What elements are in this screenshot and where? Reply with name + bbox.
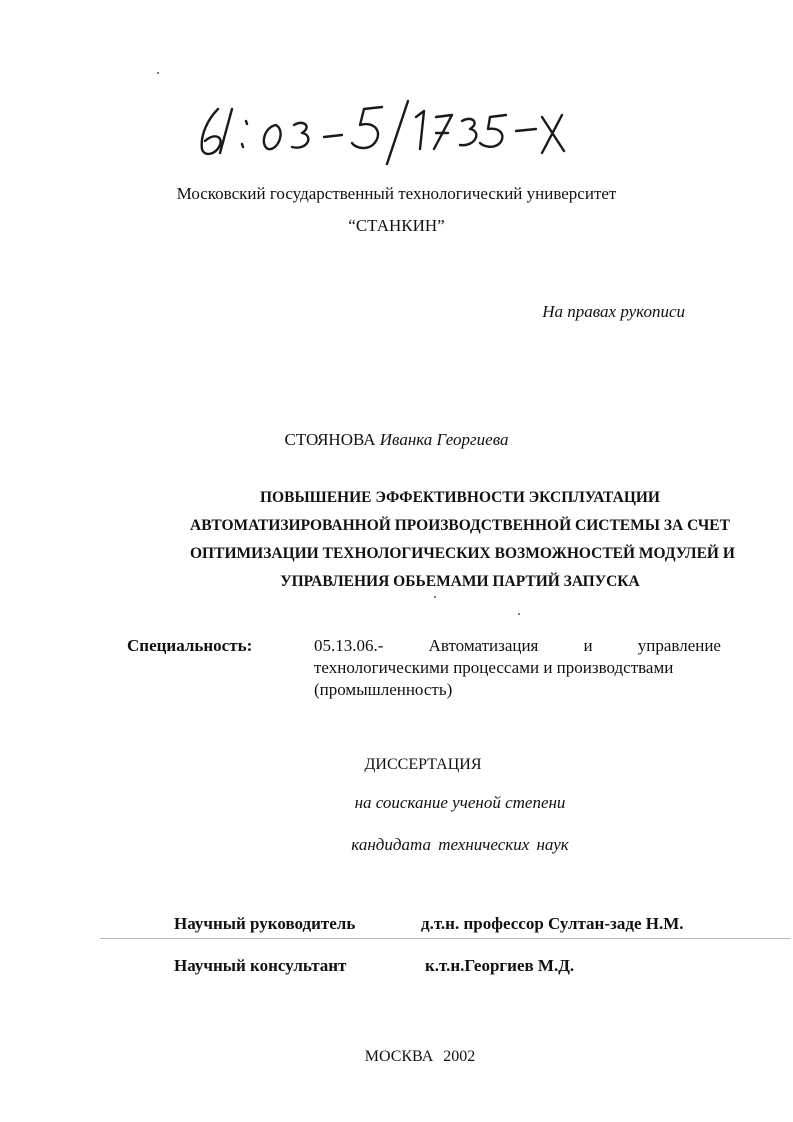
specialty-word: и bbox=[583, 636, 593, 655]
dissertation-title bbox=[190, 484, 735, 596]
document-type: ДИССЕРТАЦИЯ bbox=[364, 756, 482, 773]
scan-speck bbox=[157, 72, 159, 74]
title-line: ОПТИМИЗАЦИИ ТЕХНОЛОГИЧЕСКИХ ВОЗМОЖНОСТЕЙ МОДУЛЕЙ И bbox=[190, 545, 735, 562]
author-surname: СТОЯНОВА bbox=[284, 430, 376, 449]
title-line: УПРАВЛЕНИЯ ОБЬЕМАМИ ПАРТИЙ ЗАПУСКА bbox=[280, 573, 640, 590]
university-name-line: Московский государственный технологический университет bbox=[176, 184, 617, 203]
consultant-name: к.т.н.Георгиев М.Д. bbox=[425, 956, 575, 975]
handwritten-archive-code bbox=[190, 95, 570, 165]
rights-notice: На правах рукописи bbox=[542, 302, 685, 321]
title-line: ПОВЫШЕНИЕ ЭФФЕКТИВНОСТИ ЭКСПЛУАТАЦИИ bbox=[260, 489, 660, 506]
handwritten-code-drawing bbox=[190, 95, 570, 165]
specialty-line-2: технологическими процессами и производствами bbox=[314, 658, 674, 677]
degree-name: кандидата технических наук bbox=[351, 835, 569, 854]
author-name bbox=[0, 429, 793, 451]
author-given-names: Иванка Георгиева bbox=[379, 430, 509, 449]
title-line: АВТОМАТИЗИРОВАННОЙ ПРОИЗВОДСТВЕННОЙ СИСТЕМЫ ЗА СЧЕТ bbox=[190, 517, 730, 534]
consultant-label: Научный консультант bbox=[174, 956, 347, 975]
specialty-label: Специальность: bbox=[127, 636, 253, 655]
scan-speck bbox=[434, 596, 436, 598]
specialty-line-1 bbox=[314, 635, 721, 657]
university-short-name: “СТАНКИН” bbox=[348, 216, 445, 235]
scan-divider-line bbox=[100, 938, 790, 939]
supervisor-name: д.т.н. профессор Султан-заде Н.М. bbox=[421, 914, 684, 933]
specialty-line-3: (промышленность) bbox=[314, 680, 453, 699]
specialty-code: 05.13.06.- bbox=[314, 636, 384, 655]
city-year: МОСКВА 2002 bbox=[364, 1048, 476, 1065]
specialty-description bbox=[314, 635, 721, 701]
supervisor-label: Научный руководитель bbox=[174, 914, 356, 933]
specialty-word: Автоматизация bbox=[428, 636, 539, 655]
degree-sought: на соискание ученой степени bbox=[354, 793, 566, 812]
scan-speck bbox=[518, 613, 520, 615]
specialty-word: управление bbox=[637, 636, 721, 655]
